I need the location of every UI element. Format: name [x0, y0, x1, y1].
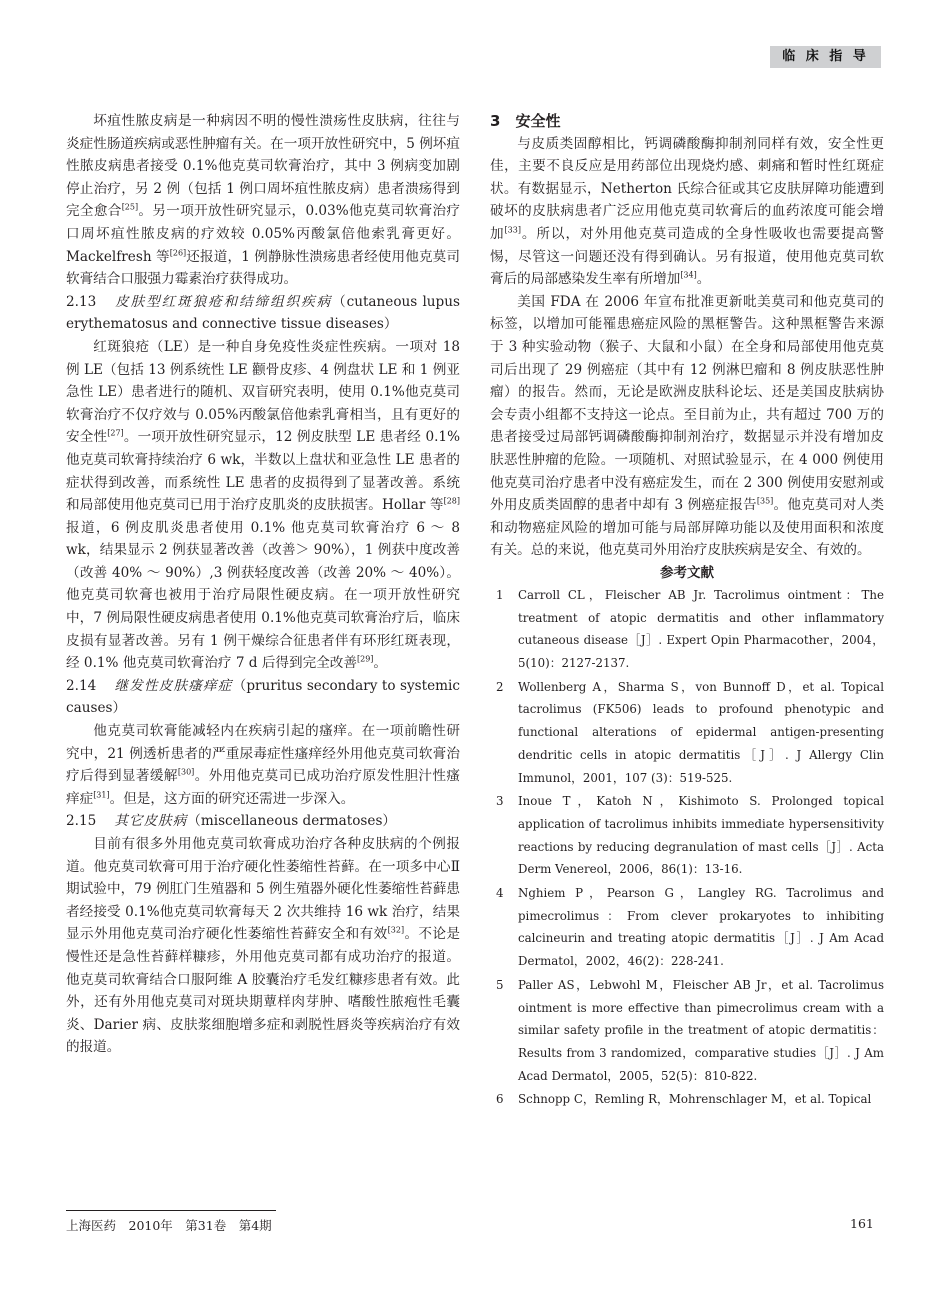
paragraph — [66, 833, 460, 1059]
text: 他克莫司软膏能减轻内在疾病引起的瘙痒。在一项前瞻性研究中，21 例透析患者的严重尿毒症性瘙痒经外用他克莫司软膏治疗后得到显著缓解 — [66, 723, 460, 785]
reference-text: Wollenberg A，Sharma S，von Bunnoff D，et al. Topical tacrolimus (FK506) leads to profound phenotypic and functional alterations of epidermal antigen-presenting dendritic cells in atopic dermatitis［J］. J Allergy Clin Immunol，2001，107 (3)：519-525. — [518, 679, 884, 785]
reference-item — [490, 790, 884, 881]
reference-item — [490, 676, 884, 790]
section-heading — [490, 110, 884, 133]
heading-english: （miscellaneous dermatoses） — [187, 813, 397, 830]
citation: [29] — [357, 654, 374, 664]
citation: [30] — [177, 767, 195, 777]
citation: [35] — [756, 496, 774, 506]
right-column — [490, 110, 884, 1112]
reference-item — [490, 882, 884, 973]
reference-item — [490, 1088, 884, 1111]
citation: [25] — [121, 202, 139, 212]
text: 。一项开放性研究显示，12 例皮肤型 LE 患者经 0.1%他克莫司软膏持续治疗 6 wk，半数以上盘状和亚急性 LE 患者的症状得到改善，而系统性 LE 患者的皮损得到了显著改善。系统和局部使用他克莫司已用于治疗皮肌炎的皮肤损害。Hollar 等 — [66, 429, 460, 514]
references-title: 参考文献 — [660, 564, 714, 581]
reference-number: 4 — [496, 886, 504, 901]
page-number: 161 — [850, 1216, 874, 1231]
reference-item — [490, 974, 884, 1088]
reference-text: Nghiem P，Pearson G，Langley RG. Tacrolimus and pimecrolimus：From clever prokaryotes to inhibiting calcineurin and treating atopic dermatitis［J］. J Am Acad Dermatol，2002，46(2)：228-241. — [518, 886, 884, 969]
reference-text: Carroll CL，Fleischer AB Jr. Tacrolimus ointment：The treatment of atopic dermatitis and other inflammatory cutaneous disease［J］. Expert Opin Pharmacother，2004，5(10)：2127-2137. — [518, 587, 884, 670]
paragraph — [490, 133, 884, 291]
text: 。另一项开放性研究显示，0.03%他克莫司软膏治疗口周坏疽性脓皮病的疗效较 0.05%丙酸氯倍他索乳膏更好。Mackelfresh 等 — [66, 203, 461, 265]
text: 坏疽性脓皮病是一种病因不明的慢性溃疡性皮肤病，往往与炎症性肠道疾病或恶性肿瘤有关。在一项开放性研究中，5 例坏疽性脓皮病患者接受 0.1%他克莫司软膏治疗，其中 3 例病变加剧停止治疗，另 2 例（包括 1 例口周坏疽性脓皮病）患者溃疡得到完全愈合 — [66, 113, 460, 220]
heading-number: 2.13 — [66, 293, 97, 310]
citation: [32] — [387, 925, 405, 935]
text: 。不论是慢性还是急性苔藓样糠疹，外用他克莫司都有成功治疗的报道。他克莫司软膏结合口服阿维 A 胶囊治疗毛发红糠疹患者有效。此外，还有外用他克莫司对斑块期蕈样肉芽肿、嗜酸性脓疱性毛囊炎、Darier 病、皮肤浆细胞增多症和剥脱性唇炎等疾病治疗有效的报道。 — [66, 926, 460, 1056]
subsection-heading — [66, 675, 460, 720]
reference-number: 6 — [496, 1092, 504, 1107]
citation: [27] — [107, 428, 124, 438]
citation: [33] — [504, 225, 521, 235]
citation: [34] — [680, 270, 697, 280]
paragraph — [66, 336, 460, 675]
heading-number: 3 — [490, 112, 501, 130]
text: 与皮质类固醇相比，钙调磷酸酶抑制剂同样有效，安全性更佳，主要不良反应是用药部位出现烧灼感、刺痛和暂时性红斑症状。有数据显示，Netherton 氏综合征或其它皮肤屏障功能遭到破坏的皮肤病患者广泛应用他克莫司软膏后的血药浓度可能会增加 — [490, 135, 884, 242]
text: 。 — [373, 655, 388, 672]
heading-title: 皮肤型红斑狼疮和结缔组织疾病 — [114, 293, 333, 310]
heading-title: 安全性 — [515, 112, 561, 130]
heading-english: （cutaneous lupus erythematosus and connective tissue diseases） — [66, 293, 460, 333]
left-column — [66, 110, 460, 1059]
reference-item — [490, 584, 884, 675]
paragraph — [66, 720, 460, 810]
reference-number: 2 — [496, 679, 504, 694]
heading-number: 2.15 — [66, 813, 97, 830]
text: 。外用他克莫司已成功治疗原发性胆汁性瘙痒症 — [66, 768, 460, 807]
text: 报道，6 例皮肌炎患者使用 0.1% 他克莫司软膏治疗 6 ～ 8 wk，结果显示 2 例获显著改善（改善＞ 90%），1 例获中度改善（改善 40% ～ 90%）,3 例获轻度改善（改善 20% ～ 40%）。他克莫司软膏也被用于治疗局限性硬皮病。在一项开放性研究中，7 例局限性硬皮病患者使用 0.1%他克莫司软膏治疗后，临床皮损有显著改善。另有 1 例干燥综合征患者伴有环形红斑表现，经 0.1% 他克莫司软膏治疗 7 d 后得到完全改善 — [66, 519, 460, 672]
journal-info: 上海医药 2010年 第31卷 第4期 — [66, 1218, 272, 1233]
reference-list — [490, 584, 884, 1111]
reference-text: Inoue T，Katoh N，Kishimoto S. Prolonged topical application of tacrolimus inhibits immediate hypersensitivity reactions by reducing degranulation of mast cells［J］. Acta Derm Venereol，2006，86(1)：13-16. — [518, 794, 884, 877]
paragraph — [66, 110, 460, 291]
reference-text: Paller AS，Lebwohl M，Fleischer AB Jr，et al. Tacrolimus ointment is more effective than pimecrolimus cream with a similar safety profile in the treatment of atopic dermatitis：Results from 3 randomized，comparative studies［J］. J Am Acad Dermatol，2005，52(5)：810-822. — [518, 977, 884, 1083]
text: 美国 FDA 在 2006 年宣布批准更新吡美莫司和他克莫司的标签，以增加可能罹患癌症风险的黑框警告。这种黑框警告来源于 3 种实验动物（猴子、大鼠和小鼠）在全身和局部使用他克莫司后出现了 29 例癌症（其中有 12 例淋巴瘤和 8 例皮肤恶性肿瘤）的报告。然而，无论是欧洲皮肤科论坛、还是美国皮肤病协会专责小组都不支持这一论点。至目前为止，共有超过 700 万的患者接受过局部钙调磷酸酶抑制剂治疗，数据显示并没有增加皮肤恶性肿瘤的危险。一项随机、对照试验显示，在 4 000 例使用他克莫司治疗患者中没有癌症发生，而在 2 300 例使用安慰剂或外用皮质类固醇的患者中却有 3 例癌症报告 — [490, 293, 884, 514]
section-tag: 临 床 指 导 — [770, 46, 881, 68]
text: 。 — [696, 271, 711, 288]
reference-number: 1 — [496, 587, 504, 602]
text: 目前有很多外用他克莫司软膏成功治疗各种皮肤病的个例报道。他克莫司软膏可用于治疗硬化性萎缩性苔藓。在一项多中心Ⅱ期试验中，79 例肛门生殖器和 5 例生殖器外硬化性萎缩性苔藓患者经接受 0.1%他克莫司软膏每天 2 次共维持 16 wk 治疗，结果显示外用他克莫司治疗硬化性萎缩性苔藓安全和有效 — [66, 836, 460, 943]
citation: [26] — [169, 248, 187, 258]
subsection-heading — [66, 810, 460, 833]
text: 。但是，这方面的研究还需进一步深入。 — [109, 790, 355, 807]
reference-number: 3 — [496, 794, 504, 809]
reference-text: Schnopp C，Remling R，Mohrenschlager M，et al. Topical — [518, 1092, 872, 1107]
text: 。所以，对外用他克莫司造成的全身性吸收也需要提高警惕，尽管这一问题还没有得到确认。另有报道，使用他克莫司软膏后的局部感染发生率有所增加 — [490, 225, 885, 288]
heading-english: （pruritus secondary to systemic causes） — [66, 677, 461, 717]
text: 。他克莫司对人类和动物癌症风险的增加可能与局部屏障功能以及使用面积和浓度有关。总的来说，他克莫司外用治疗皮肤疾病是安全、有效的。 — [490, 497, 885, 559]
heading-number: 2.14 — [66, 677, 97, 694]
subsection-heading — [66, 291, 460, 336]
reference-number: 5 — [496, 977, 504, 992]
heading-title: 其它皮肤病 — [114, 813, 188, 830]
citation: [31] — [93, 790, 110, 800]
heading-title: 继发性皮肤瘙痒症 — [114, 677, 233, 694]
text: 还报道，1 例静脉性溃疡患者经使用他克莫司软膏结合口服强力霉素治疗获得成功。 — [66, 248, 460, 288]
citation: [28] — [443, 496, 460, 506]
paragraph — [490, 291, 884, 562]
text: 红斑狼疮（LE）是一种自身免疫性炎症性疾病。一项对 18 例 LE（包括 13 例系统性 LE 颧骨皮疹、4 例盘状 LE 和 1 例亚急性 LE）患者进行的随机、双盲研究表明，使用 0.1%他克莫司软膏治疗不仅疗效与 0.05%丙酸氯倍他索乳膏相当，且有更好的安全性 — [66, 338, 460, 446]
footer-divider — [66, 1210, 276, 1211]
